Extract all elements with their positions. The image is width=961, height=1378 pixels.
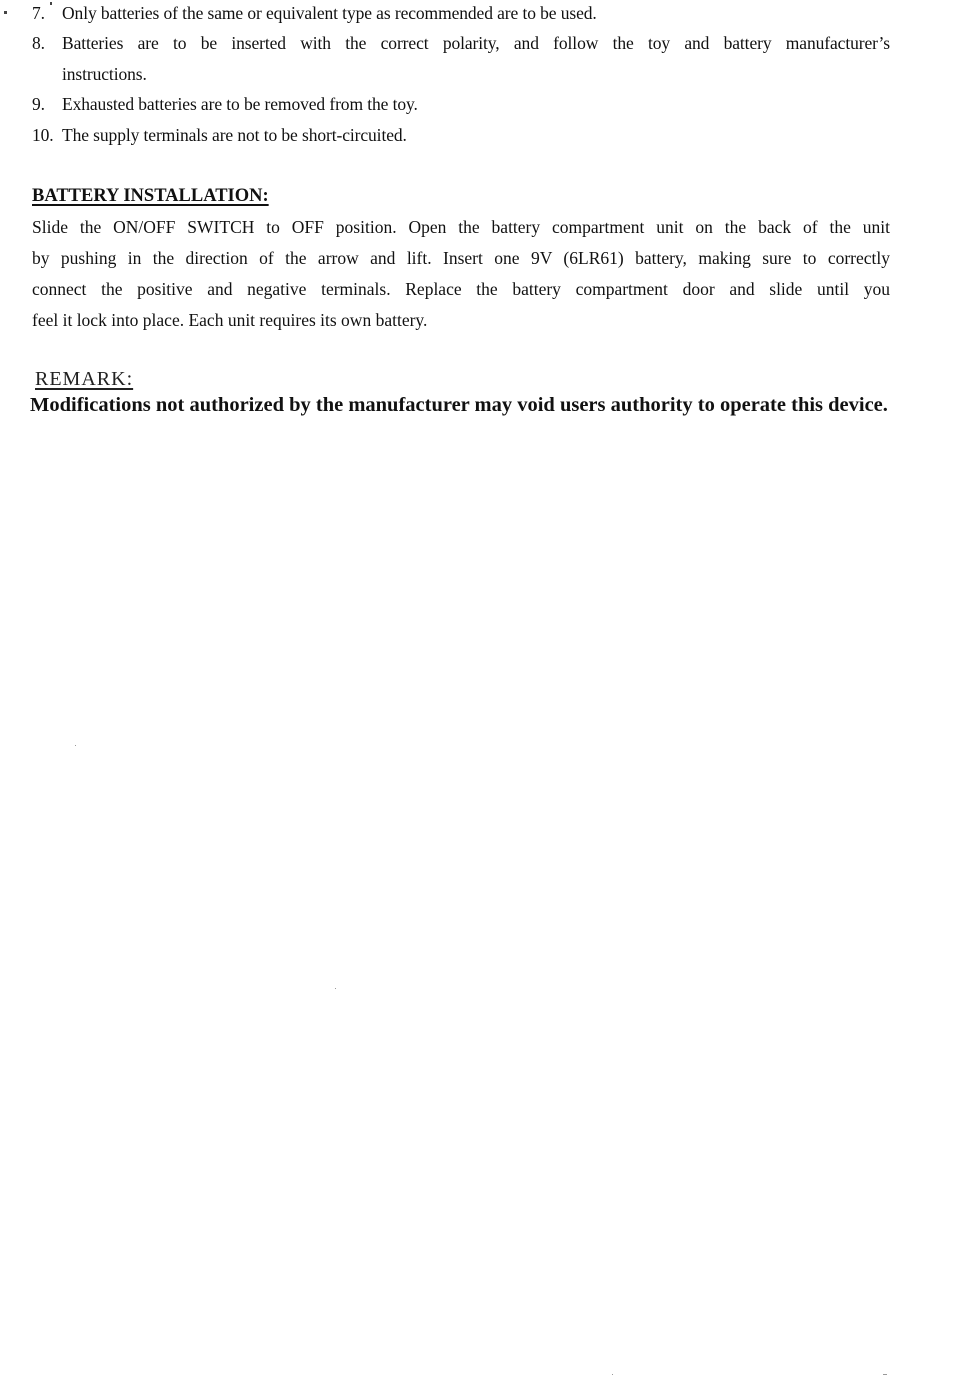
- scan-speck: [883, 1374, 887, 1375]
- remark-heading: REMARK:: [35, 368, 134, 390]
- list-number: 10.: [32, 125, 54, 145]
- list-item-9: [32, 89, 932, 120]
- list-text: Only batteries of the same or equivalent type as recommended are to be used.: [62, 3, 597, 23]
- battery-installation-paragraph: [32, 212, 890, 336]
- list-number: 7.: [32, 3, 45, 23]
- list-number: 9.: [32, 94, 45, 114]
- scan-speck: [4, 11, 7, 14]
- paragraph-line: by pushing in the direction of the arrow and lift. Insert one 9V (6LR61) battery, making sure to correctly: [32, 248, 890, 268]
- remark-text: Modifications not authorized by the manufacturer may void users authority to operate this device.: [30, 394, 888, 416]
- battery-installation-heading: BATTERY INSTALLATION:: [32, 186, 269, 206]
- list-text-continued: instructions.: [62, 64, 147, 84]
- list-text: Batteries are to be inserted with the correct polarity, and follow the toy and battery manufacturer’s: [62, 33, 890, 53]
- scan-speck: [612, 1374, 613, 1375]
- paragraph-line: connect the positive and negative terminals. Replace the battery compartment door and slide until you: [32, 279, 890, 299]
- list-text: The supply terminals are not to be short-circuited.: [62, 125, 407, 145]
- scan-speck: [335, 988, 336, 989]
- list-number: 8.: [32, 33, 45, 53]
- list-item-7: [32, 0, 932, 29]
- list-item-8: [32, 28, 890, 90]
- paragraph-line: feel it lock into place. Each unit requires its own battery.: [32, 310, 428, 330]
- list-text: Exhausted batteries are to be removed from the toy.: [62, 94, 418, 114]
- scan-speck: [75, 745, 76, 746]
- list-item-10: [32, 120, 932, 151]
- paragraph-line: Slide the ON/OFF SWITCH to OFF position. Open the battery compartment unit on the back of the unit: [32, 217, 890, 237]
